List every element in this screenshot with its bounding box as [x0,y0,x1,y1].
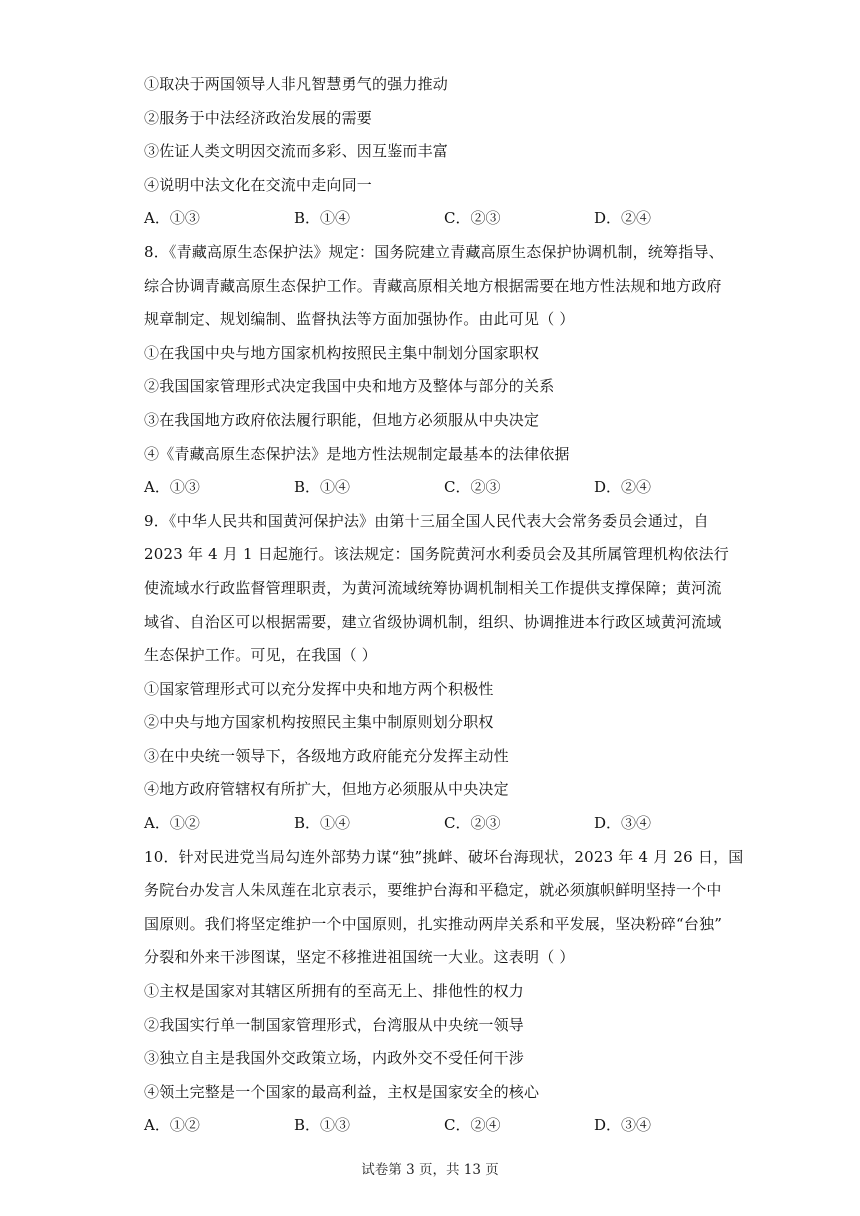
option-4: ④地方政府管辖权有所扩大，但地方必须服从中央决定 [144,780,509,799]
question-stem-line: 分裂和外来干涉图谋，坚定不移推进祖国统一大业。这表明（ ） [144,948,575,967]
option-4: ④《青藏高原生态保护法》是地方性法规制定最基本的法律依据 [144,444,570,463]
option-3: ③佐证人类文明因交流而多彩、因互鉴而丰富 [144,142,449,161]
option-3: ③在我国地方政府依法履行职能，但地方必须服从中央决定 [144,410,540,429]
answer-choices [144,807,744,841]
question-stem-line: 9．《中华人民共和国黄河保护法》由第十三届全国人民代表大会常务委员会通过，自 [144,511,709,530]
choice-d: D．②④ [594,209,652,228]
question-stem-line: 2023 年 4 月 1 日起施行。该法规定：国务院黄河水利委员会及其所属管理机构依法行 [144,545,729,564]
choice-d: D．③④ [594,814,652,833]
question-stem-line: 综合协调青藏高原生态保护工作。青藏高原相关地方根据需要在地方性法规和地方政府 [144,276,722,295]
option-1: ①在我国中央与地方国家机构按照民主集中制划分国家职权 [144,343,540,362]
question-stem-line: 生态保护工作。可见，在我国（ ） [144,646,377,665]
question-stem-line: 8．《青藏高原生态保护法》规定：国务院建立青藏高原生态保护协调机制，统筹指导、 [144,242,724,261]
option-1: ①国家管理形式可以充分发挥中央和地方两个积极性 [144,679,494,698]
answer-choices [144,471,744,505]
choice-a: A．①② [144,1116,200,1135]
option-3: ③在中央统一领导下，各级地方政府能充分发挥主动性 [144,746,509,765]
question-7 [144,68,744,236]
choice-c: C．②③ [444,478,501,497]
question-9 [144,505,744,841]
option-1: ①主权是国家对其辖区所拥有的至高无上、排他性的权力 [144,982,525,1001]
choice-b: B．①③ [294,1116,351,1135]
question-8 [144,236,744,505]
choice-a: A．①② [144,814,200,833]
choice-c: C．②③ [444,814,501,833]
question-stem-line: 务院台办发言人朱凤莲在北京表示，要维护台海和平稳定，就必须旗帜鲜明坚持一个中 [144,881,722,900]
option-2: ②中央与地方国家机构按照民主集中制原则划分职权 [144,713,494,732]
option-2: ②服务于中法经济政治发展的需要 [144,108,373,127]
option-2: ②我国国家管理形式决定我国中央和地方及整体与部分的关系 [144,377,555,396]
choice-a: A．①③ [144,478,200,497]
option-4: ④领土完整是一个国家的最高利益，主权是国家安全的核心 [144,1082,540,1101]
page-footer: 试卷第 3 页，共 13 页 [361,1162,499,1178]
choice-d: D．②④ [594,478,652,497]
question-stem-line: 国原则。我们将坚定维护一个中国原则，扎实推动两岸关系和平发展，坚决粉碎“台独” [144,914,723,933]
question-stem-line: 10．针对民进党当局勾连外部势力谋“独”挑衅、破坏台海现状，2023 年 4 月 26 日，国 [144,847,744,866]
option-1: ①取决于两国领导人非凡智慧勇气的强力推动 [144,75,449,93]
option-3: ③独立自主是我国外交政策立场，内政外交不受任何干涉 [144,1049,525,1068]
question-stem-line: 域省、自治区可以根据需要，建立省级协调机制，组织、协调推进本行政区域黄河流域 [144,612,722,631]
question-10 [144,841,744,1143]
option-2: ②我国实行单一制国家管理形式，台湾服从中央统一领导 [144,1015,525,1034]
choice-b: B．①④ [294,478,351,497]
question-stem-line: 使流域水行政监督管理职责，为黄河流域统筹协调机制相关工作提供支撑保障；黄河流 [144,578,722,597]
answer-choices [144,202,744,236]
question-stem-line: 规章制定、规划编制、监督执法等方面加强协作。由此可见（ ） [144,310,575,329]
choice-d: D．③④ [594,1116,652,1135]
page-content [144,68,744,1143]
answer-choices [144,1109,744,1143]
choice-c: C．②④ [444,1116,501,1135]
option-4: ④说明中法文化在交流中走向同一 [144,175,373,194]
choice-c: C．②③ [444,209,501,228]
choice-b: B．①④ [294,209,351,228]
choice-a: A．①③ [144,209,200,228]
choice-b: B．①④ [294,814,351,833]
